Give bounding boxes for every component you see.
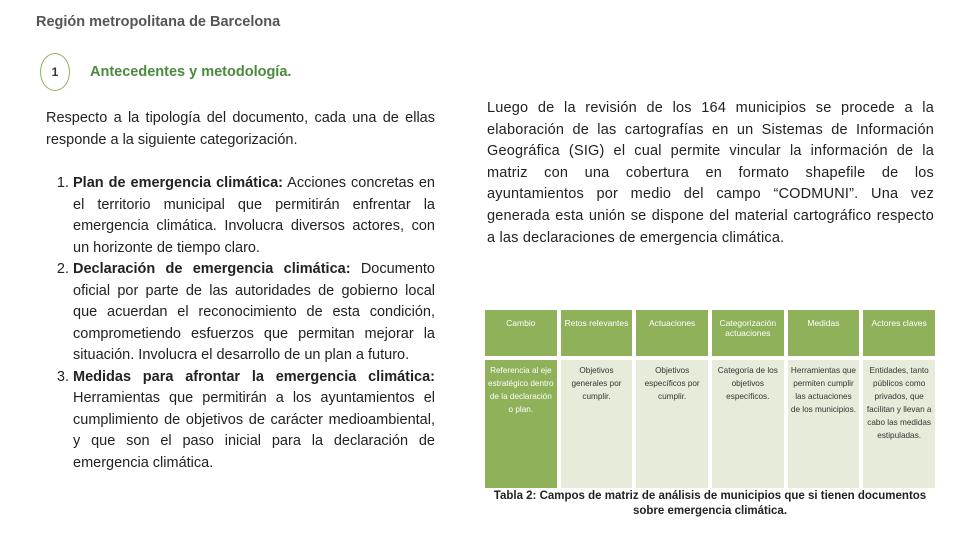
category-list [46, 173, 435, 474]
list-item-text: Herramientas que permitirán a los ayuntamientos el cumplimiento de objetivos de carácter medioambiental, y que son el paso inicial para la declaración de emergencia climática. [73, 390, 435, 471]
table-cell: Referencia al eje estratégico dentro de la declaración o plan. [485, 360, 557, 488]
table-header-cell: Cambio [485, 310, 557, 360]
section-title: Antecedentes y metodología. [90, 64, 292, 80]
table-cell: Entidades, tanto públicos como privados, que facilitan y llevan a cabo las medidas estipuladas. [863, 360, 935, 488]
analysis-matrix-table [481, 310, 939, 488]
list-item [73, 367, 435, 475]
section-number-badge: 1 [40, 53, 70, 91]
table-cell: Objetivos generales por cumplir. [561, 360, 633, 488]
table-header-row [485, 310, 935, 360]
table-header-cell: Actores claves [863, 310, 935, 360]
table-caption: Tabla 2: Campos de matriz de análisis de municipios que si tienen documentos sobre emergencia climática. [493, 490, 927, 517]
intro-paragraph: Respecto a la tipología del documento, cada una de ellas responde a la siguiente categorización. [46, 110, 435, 148]
list-item [73, 173, 435, 259]
table-cell: Herramientas que permiten cumplir las actuaciones de los municipios. [788, 360, 860, 488]
list-item-term: Medidas para afrontar la emergencia climática: [73, 368, 435, 385]
left-column [46, 108, 435, 474]
table-row [485, 360, 935, 488]
table-cell: Categoría de los objetivos específicos. [712, 360, 784, 488]
list-item [73, 259, 435, 367]
methodology-paragraph: Luego de la revisión de los 164 municipios se procede a la elaboración de las cartografías en un Sistemas de Información Geográfica (SIG) el cual permite vincular la información de la matriz con una cobertura en formato shapefile de los ayuntamientos por medio del campo “CODMUNI”. Una vez generada esta unión se dispone del material cartográfico respecto a las declaraciones de emergencia climática. [487, 100, 934, 246]
table-header-cell: Retos relevantes [561, 310, 633, 360]
table-header-cell: Categorización actuaciones [712, 310, 784, 360]
region-title: Región metropolitana de Barcelona [36, 14, 281, 30]
list-item-text: Acciones concretas en el territorio municipal que permitirán enfrentar la emergencia climática. Involucra diversos actores, con un horizonte de tiempo claro. [73, 175, 435, 256]
table-header-cell: Medidas [788, 310, 860, 360]
table-header-cell: Actuaciones [636, 310, 708, 360]
list-item-term: Declaración de emergencia climática: [73, 261, 351, 277]
list-item-text: Documento oficial por parte de las autoridades de gobierno local que acuerdan el reconocimiento de esta condición, comprometiendo esfuerzos que permitan mejorar la situación. Involucra el desarrollo de un plan a futuro. [73, 261, 435, 363]
table-cell: Objetivos específicos por cumplir. [636, 360, 708, 488]
list-item-term: Plan de emergencia climática: [73, 175, 283, 191]
